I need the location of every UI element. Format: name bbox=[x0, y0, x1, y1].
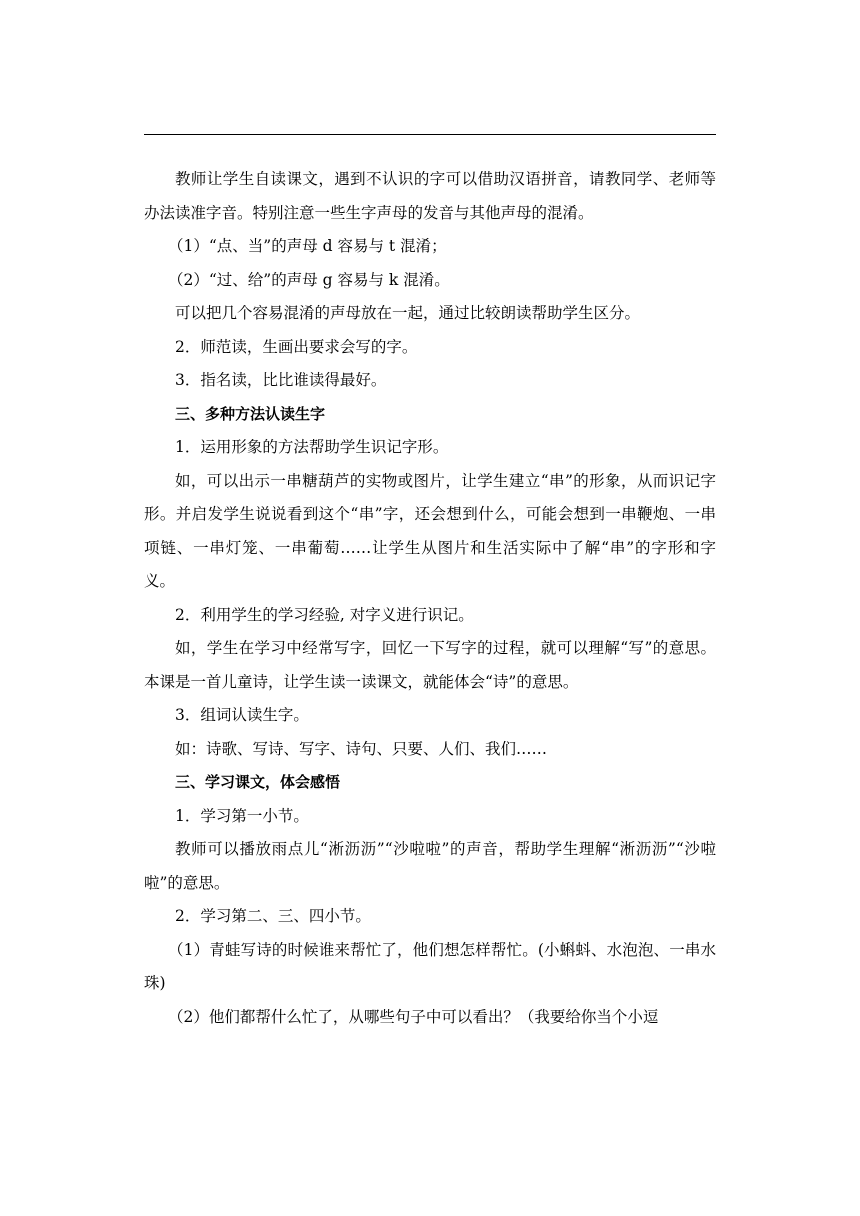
paragraph: （1）青蛙写诗的时候谁来帮忙了，他们想怎样帮忙。(小蝌蚪、水泡泡、一串水珠) bbox=[144, 940, 716, 992]
paragraph: 如，可以出示一串糖葫芦的实物或图片，让学生建立“串”的形象，从而识记字形。并启发学生说说看到这个“串”字，还会想到什么，可能会想到一串鞭炮、一串项链、一串灯笼、一串葡萄……让学生从图片和生活实际中了解“串”的字形和字义。 bbox=[144, 471, 716, 590]
paragraph: 教师让学生自读课文，遇到不认识的字可以借助汉语拼音，请教同学、老师等办法读准字音。特别注意一些生字声母的发音与其他声母的混淆。 bbox=[144, 170, 716, 222]
paragraph: 2．师范读，生画出要求会写的字。 bbox=[175, 337, 418, 356]
paragraph: 2．学习第二、三、四小节。 bbox=[175, 907, 371, 925]
paragraph: 可以把几个容易混淆的声母放在一起，通过比较朗读帮助学生区分。 bbox=[175, 304, 641, 322]
document-body bbox=[144, 163, 716, 1034]
section-heading: 三、多种方法认读生字 bbox=[175, 404, 326, 423]
paragraph: 1．运用形象的方法帮助学生识记字形。 bbox=[175, 438, 449, 456]
header-rule bbox=[144, 134, 716, 135]
section-heading: 三、学习课文，体会感悟 bbox=[175, 773, 341, 791]
paragraph: 如：诗歌、写诗、写字、诗句、只要、人们、我们…… bbox=[175, 739, 548, 758]
paragraph: 3．组词认读生字。 bbox=[175, 706, 309, 724]
paragraph: 1．学习第一小节。 bbox=[175, 806, 309, 825]
paragraph: （1）“点、当”的声母 d 容易与 t 混淆； bbox=[168, 237, 447, 255]
paragraph: 2．利用学生的学习经验, 对字义进行识记。 bbox=[175, 605, 474, 624]
paragraph: 3．指名读，比比谁读得最好。 bbox=[175, 371, 387, 389]
paragraph: （2）他们都帮什么忙了，从哪些句子中可以看出？（我要给你当个小逗 bbox=[168, 1007, 659, 1026]
paragraph: 教师可以播放雨点儿“淅沥沥”“沙啦啦”的声音，帮助学生理解“淅沥沥”“沙啦啦”的意思。 bbox=[144, 840, 716, 892]
paragraph: 如，学生在学习中经常写字，回忆一下写字的过程，就可以理解“写”的意思。本课是一首儿童诗，让学生读一读课文，就能体会“诗”的意思。 bbox=[144, 639, 716, 691]
paragraph: （2）“过、给”的声母 g 容易与 k 混淆。 bbox=[168, 270, 450, 289]
